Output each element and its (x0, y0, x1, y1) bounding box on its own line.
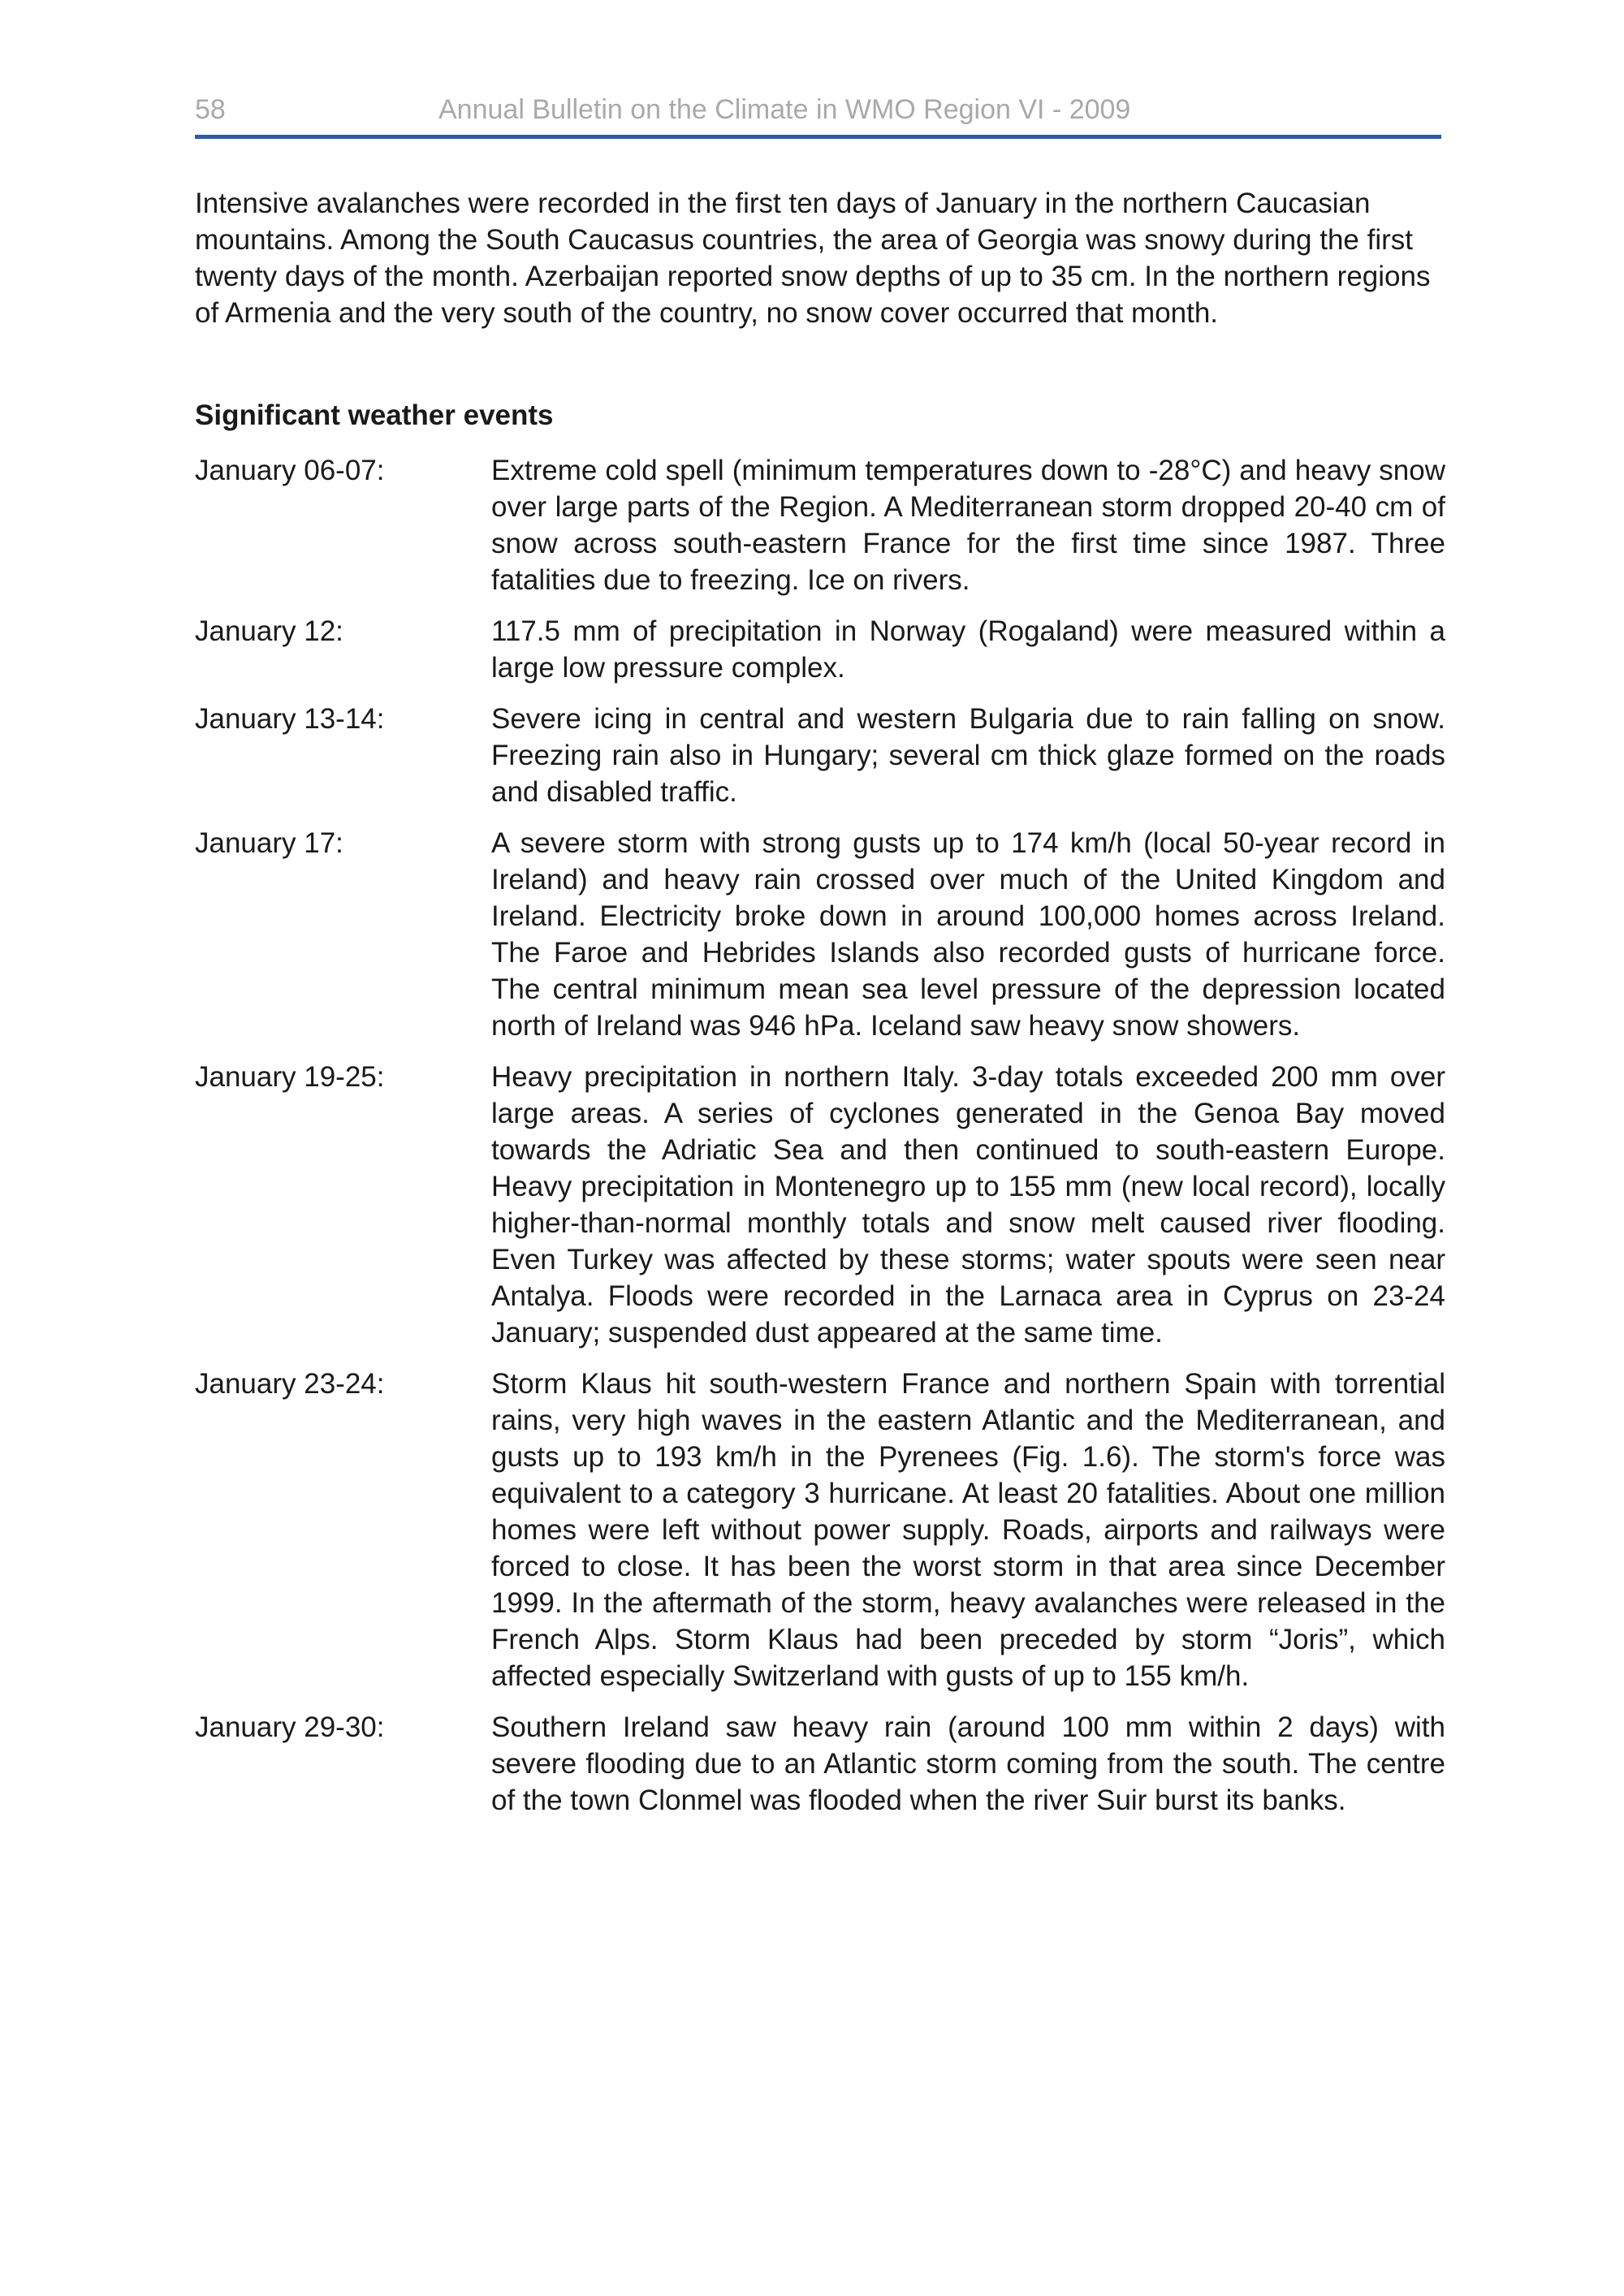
event-date: January 19-25: (195, 1061, 385, 1093)
running-title: Annual Bulletin on the Climate in WMO Region VI - 2009 (438, 94, 1131, 125)
event-description: A severe storm with strong gusts up to 174 km/h (local 50-year record in Ireland) and heavy rain crossed over much of the United Kingdom and Ireland. Electricity broke down in around 100,000 homes across Ireland. The Faroe and Hebrides Islands also recorded gusts of hurricane force. The central minimum mean sea level pressure of the depression located north of Ireland was 946 hPa. Iceland saw heavy snow showers. (491, 827, 1445, 1042)
event-date: January 29-30: (195, 1711, 385, 1743)
weather-events-list (195, 452, 1445, 1833)
event-row (195, 452, 1445, 598)
event-date: January 12: (195, 615, 343, 647)
section-heading: Significant weather events (195, 399, 554, 431)
event-description: Extreme cold spell (minimum temperatures down to -28°C) and heavy snow over large parts of the Region. A Mediterranean storm dropped 20-40 cm of snow across south-eastern France for the first time since 1987. Three fatalities due to freezing. Ice on rivers. (491, 455, 1445, 596)
event-date: January 23-24: (195, 1368, 385, 1400)
page-header (195, 88, 1441, 139)
event-description: Heavy precipitation in northern Italy. 3-day totals exceeded 200 mm over large areas. A series of cyclones generated in the Genoa Bay moved towards the Adriatic Sea and then continued to south-eastern Europe. Heavy precipitation in Montenegro up to 155 mm (new local record), locally higher-than-normal monthly totals and snow melt caused river flooding. Even Turkey was affected by these storms; water spouts were seen near Antalya. Floods were recorded in the Larnaca area in Cyprus on 23-24 January; suspended dust appeared at the same time. (491, 1061, 1445, 1349)
event-description: Southern Ireland saw heavy rain (around 100 mm within 2 days) with severe flooding due to an Atlantic storm coming from the south. The centre of the town Clonmel was flooded when the river Suir burst its banks. (491, 1711, 1445, 1816)
event-description: Severe icing in central and western Bulgaria due to rain falling on snow. Freezing rain also in Hungary; several cm thick glaze formed on the roads and disabled traffic. (491, 703, 1445, 808)
event-row (195, 1709, 1445, 1819)
event-description: 117.5 mm of precipitation in Norway (Rogaland) were measured within a large low pressure complex. (491, 615, 1445, 684)
intro-paragraph: Intensive avalanches were recorded in the first ten days of January in the northern Caucasian mountains. Among the South Caucasus countries, the area of Georgia was snowy during the first twenty days of the month. Azerbaijan reported snow depths of up to 35 cm. In the northern regions of Armenia and the very south of the country, no snow cover occurred that month. (195, 188, 1431, 329)
event-date: January 06-07: (195, 455, 385, 486)
event-row (195, 1366, 1445, 1694)
event-date: January 13-14: (195, 703, 385, 735)
page-number: 58 (195, 94, 226, 125)
event-row (195, 613, 1445, 686)
event-row (195, 701, 1445, 810)
event-date: January 17: (195, 827, 343, 859)
event-row (195, 825, 1445, 1044)
event-row (195, 1059, 1445, 1351)
event-description: Storm Klaus hit south-western France and northern Spain with torrential rains, very high waves in the eastern Atlantic and the Mediterranean, and gusts up to 193 km/h in the Pyrenees (Fig. 1.6). The storm's force was equivalent to a category 3 hurricane. At least 20 fatalities. About one million homes were left without power supply. Roads, airports and railways were forced to close. It has been the worst storm in that area since December 1999. In the aftermath of the storm, heavy avalanches were released in the French Alps. Storm Klaus had been preceded by storm “Joris”, which affected especially Switzerland with gusts of up to 155 km/h. (491, 1368, 1445, 1692)
